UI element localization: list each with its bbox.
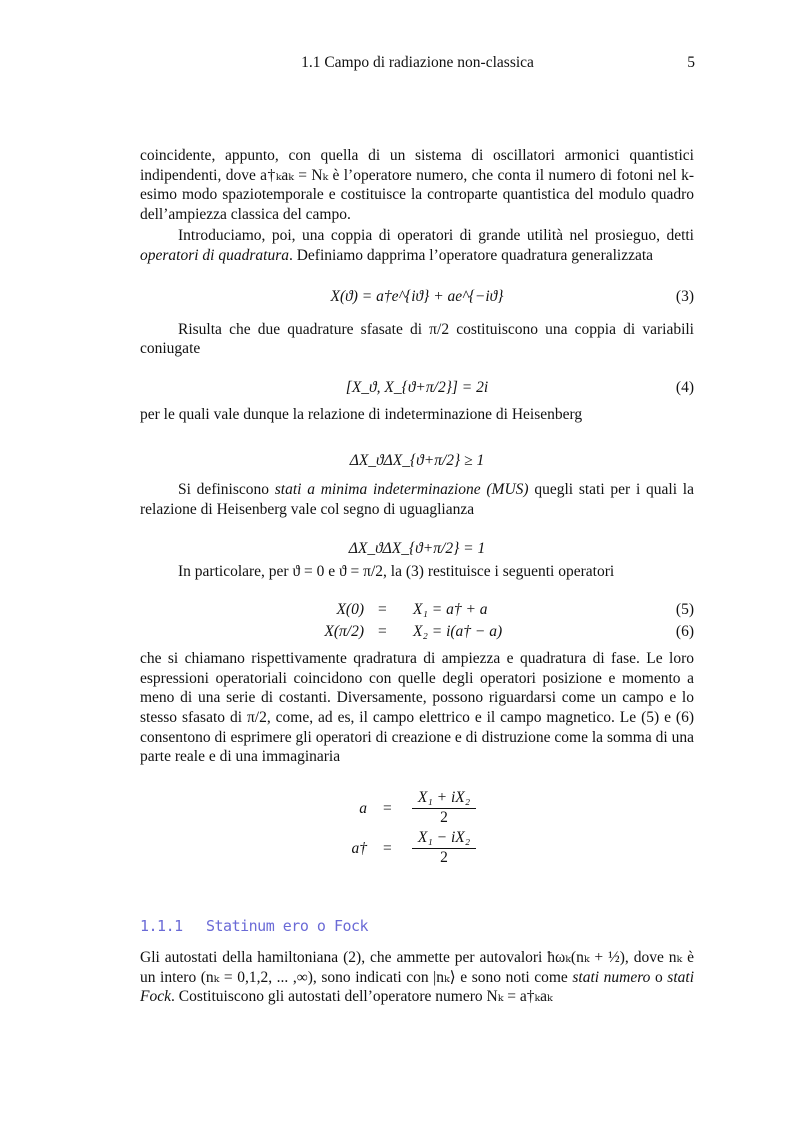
fraction-numerator: X₁ + iX₂ [412,789,476,809]
header-section-title: 1.1 Campo di radiazione non-classica [301,54,534,71]
paragraph-operatore-numero: coincidente, appunto, con quella di un sistema di oscillatori armonici quantistici indipendenti, dove a†ₖaₖ = Nₖ è l’operatore numero, che conta il numero di fotoni nel k-esimo modo spaziotemporale e costituisce la controparte quantistica del modulo quadro dell’ampiezza classica del campo. [140,147,694,223]
equation-3 [140,286,694,308]
emphasis-operatori-quadratura: operatori di quadratura [140,246,289,264]
paragraph-particolare: In particolare, per ϑ = 0 e ϑ = π/2, la (3) restituisce i seguenti operatori [178,562,615,580]
text-run: . Definiamo dapprima l’operatore quadratura generalizzata [288,246,654,264]
equation-number: (3) [675,287,694,305]
paragraph-heisenberg: per le quali vale dunque la relazione di indeterminazione di Heisenberg [140,405,583,423]
equation-a-dagger [140,829,694,869]
paragraph-mus [140,480,694,519]
page-number: 5 [687,54,695,71]
equation-expression: X(ϑ) = a†e^{iϑ} + ae^{−iϑ} [330,287,504,305]
equation-relation: = [383,799,392,817]
text-run: quegli stati per i quali la relazione di Heisenberg vale col segno di uguaglianza [140,481,694,518]
text-run: Gli autostati della hamiltoniana (2), che ammette per autovalori ħωₖ(nₖ + ½), dove nₖ è un intero (nₖ = 0,1,2, ... ,∞), sono indicati con |nₖ⟩ e sono noti come [140,949,694,986]
equation-a [140,789,694,829]
subsection-title: Statinum ero o Fock [206,916,369,935]
equation-heisenberg-inequality [140,450,694,472]
equation-relation: = [378,601,387,619]
equation-number: (5) [675,601,694,619]
paragraph-ampiezza-fase: che si chiamano rispettivamente qradratura di ampiezza e quadratura di fase. Le loro espressioni operatoriali coincidono con quelle degli operatori posizione e momento a meno di una serie di costanti. Diversamente, possono riguardarsi come un campo e lo stesso sfasato di π/2, come, ad es, il campo elettrico e il campo magnetico. Le (5) e (6) consentono di esprimere gli operatori di creazione e di distruzione come la somma di una parte reale e di una immaginaria [140,650,694,766]
equation-6 [140,621,694,643]
equation-rhs: X₂ = i(a† − a) [413,623,503,641]
fraction-denominator: 2 [440,808,448,826]
text-run: . Costituiscono gli autostati dell’operatore numero Nₖ = a†ₖaₖ [170,988,553,1006]
paragraph-quadrature-intro [140,226,694,265]
equation-expression: [X_ϑ, X_{ϑ+π/2}] = 2i [345,378,489,396]
equation-relation: = [378,623,387,641]
equation-5 [140,599,694,621]
equation-lhs: a† [351,839,367,857]
text-run: Si definiscono [178,481,275,499]
paragraph-stati-fock [140,948,694,1007]
subsection-heading [140,917,694,937]
equation-relation: = [383,839,392,857]
equation-number: (4) [675,378,694,396]
paragraph-coniugate: Risulta che due quadrature sfasate di π/2 costituiscono una coppia di variabili coniugate [140,320,694,358]
fraction [412,829,476,867]
equation-lhs: X(0) [336,601,364,619]
body-text [140,146,694,1007]
subsection-number: 1.1.1 [140,916,183,935]
fraction-denominator: 2 [440,848,448,866]
emphasis-stati-numero: stati numero [572,968,651,986]
fraction-numerator: X₁ − iX₂ [412,829,476,849]
equation-rhs: X₁ = a† + a [413,601,488,619]
emphasis-mus: stati a minima indeterminazione (MUS) [274,481,529,499]
equation-expression: ΔX_ϑΔX_{ϑ+π/2} ≥ 1 [349,452,485,470]
equation-number: (6) [675,623,694,641]
equation-4 [140,377,694,399]
equation-lhs: a [359,799,367,817]
equation-lhs: X(π/2) [324,623,364,641]
emphasis-stati-fock: stati Fock [140,968,694,1006]
text-run: o [650,968,668,986]
text-run: Introduciamo, poi, una coppia di operatori di grande utilità nel prosieguo, detti [178,227,694,245]
fraction [412,789,476,827]
equation-expression: ΔX_ϑΔX_{ϑ+π/2} = 1 [348,539,486,557]
equation-heisenberg-equality [140,538,694,560]
